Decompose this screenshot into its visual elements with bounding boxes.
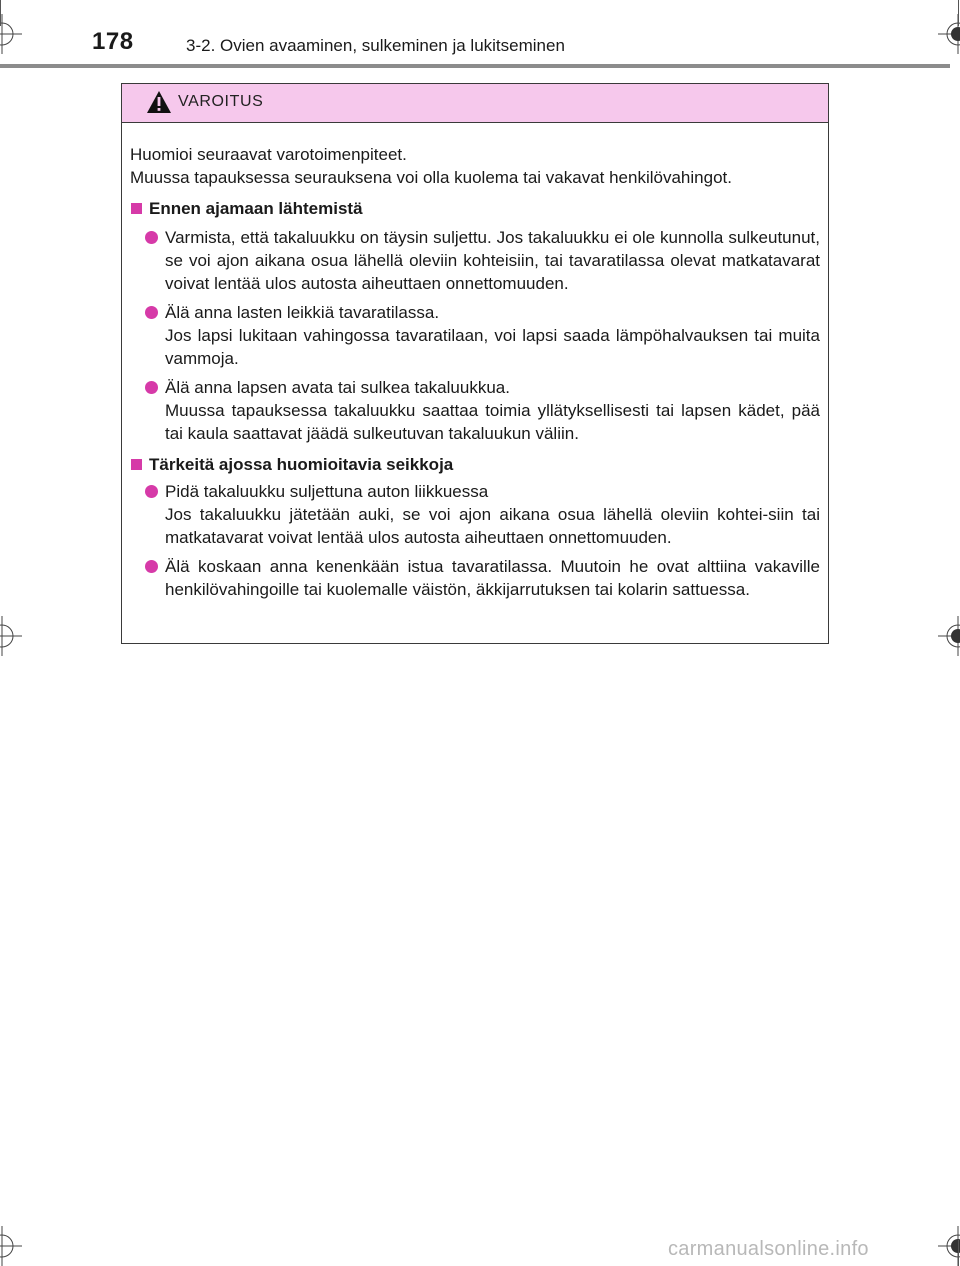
dot-bullet-icon (145, 231, 158, 244)
square-bullet-icon (131, 203, 142, 214)
section-heading (130, 453, 820, 476)
list-item-text: Jos takaluukku jätetään auki, se voi ajon aikana osua lähellä oleviin kohtei-siin tai matkatavarat voivat lentää ulos autosta aiheuttaen onnettomuuden. (165, 505, 820, 547)
list-item-text: Varmista, että takaluukku on täysin suljettu. Jos takaluukku ei ole kunnolla sulkeutunut, se voi ajon aikana osua lähellä oleviin kohteisiin, tai tavaratilassa olevat matkatavarat voivat lentää ulos autosta aiheuttaen onnettomuuden. (165, 228, 820, 293)
dot-bullet-icon (145, 560, 158, 573)
header-rule (0, 64, 950, 68)
warning-triangle-icon (146, 90, 172, 119)
trim-line (0, 0, 1, 26)
list-item (130, 226, 820, 295)
warning-label: VAROITUS (178, 93, 264, 110)
registration-mark-icon (0, 14, 22, 54)
list-item-text: Jos lapsi lukitaan vahingossa tavaratilaan, voi lapsi saada lämpöhalvauksen tai muita vammoja. (165, 326, 820, 368)
warning-box (121, 83, 829, 644)
section-heading-text: Tärkeitä ajossa huomioitavia seikkoja (149, 455, 454, 474)
trim-line (958, 1240, 959, 1266)
list-item (130, 480, 820, 549)
site-watermark: carmanualsonline.info (668, 1238, 869, 1260)
dot-bullet-icon (145, 485, 158, 498)
dot-bullet-icon (145, 381, 158, 394)
square-bullet-icon (131, 459, 142, 470)
warning-header (122, 84, 828, 123)
trim-line (958, 0, 959, 26)
list-item (130, 376, 820, 445)
list-item-text: Älä anna lapsen avata tai sulkea takaluukkua. (165, 378, 510, 397)
list-item-text: Älä anna lasten leikkiä tavaratilassa. (165, 303, 440, 322)
dot-bullet-icon (145, 306, 158, 319)
list-item (130, 555, 820, 601)
registration-mark-icon (0, 616, 22, 656)
chapter-title: 3-2. Ovien avaaminen, sulkeminen ja lukitseminen (186, 36, 565, 55)
registration-mark-icon (0, 1226, 22, 1266)
registration-mark-icon (938, 1226, 960, 1266)
intro-line: Huomioi seuraavat varotoimenpiteet. (130, 145, 407, 164)
section-heading-text: Ennen ajamaan lähtemistä (149, 199, 363, 218)
intro-line: Muussa tapauksessa seurauksena voi olla kuolema tai vakavat henkilövahingot. (130, 168, 732, 187)
section-heading (130, 197, 820, 220)
warning-body (122, 123, 828, 601)
page-number: 178 (92, 28, 134, 55)
registration-mark-icon (938, 14, 960, 54)
list-item-text: Muussa tapauksessa takaluukku saattaa toimia yllätyksellisesti tai lapsen kädet, pää tai kaula saattavat jäädä sulkeutuvan takaluukun väliin. (165, 401, 820, 443)
list-item (130, 301, 820, 370)
registration-mark-icon (938, 616, 960, 656)
list-item-text: Pidä takaluukku suljettuna auton liikkuessa (165, 482, 489, 501)
list-item-text: Älä koskaan anna kenenkään istua tavaratilassa. Muutoin he ovat alttiina vakaville henkilövahingoille tai kuolemalle väistön, äkkijarrutuksen tai kolarin sattuessa. (165, 557, 820, 599)
